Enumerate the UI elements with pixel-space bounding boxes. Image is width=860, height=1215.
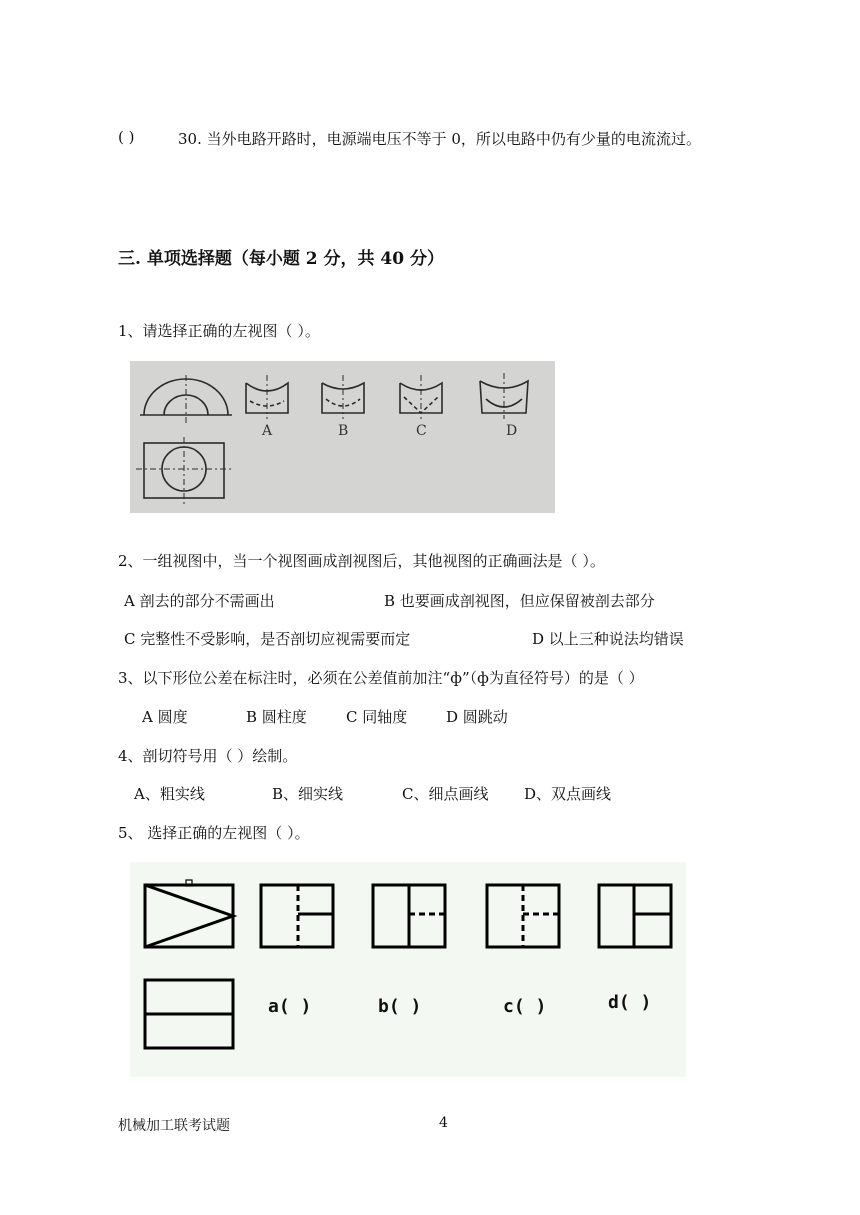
- q2-options-row2: [0, 628, 860, 648]
- q4-option-b: B、细实线: [272, 785, 344, 803]
- q3-option-a: A 圆度: [142, 708, 188, 726]
- q1-text: 1、请选择正确的左视图（ ）。: [118, 322, 320, 340]
- q3-option-b: B 圆柱度: [246, 708, 307, 726]
- q3-options: [0, 706, 860, 726]
- q5-label-c: c( ): [503, 996, 547, 1017]
- q5-label-d: d( ): [608, 992, 652, 1013]
- q4-option-a: A、粗实线: [134, 785, 205, 803]
- q4-options: [0, 783, 860, 803]
- footer-title: 机械加工联考试题: [118, 1118, 230, 1134]
- q1-label-a: A: [262, 423, 273, 439]
- q5-label-b: b( ): [378, 996, 422, 1017]
- q1-label-c: C: [416, 423, 427, 439]
- q3-option-d: D 圆跳动: [446, 708, 508, 726]
- q1-label-b: B: [338, 423, 349, 439]
- q3-option-c: C 同轴度: [346, 708, 408, 726]
- q2-text: 2、一组视图中，当一个视图画成剖视图后，其他视图的正确画法是（ ）。: [118, 552, 605, 570]
- q5-label-a: a( ): [268, 996, 312, 1017]
- section-title: 三. 单项选择题（每小题 2 分，共 40 分）: [118, 249, 444, 269]
- q5-figure: [130, 862, 686, 1077]
- q2-option-b: B 也要画成剖视图，但应保留被剖去部分: [384, 592, 655, 610]
- q2-options-row1: [0, 590, 860, 610]
- q2-option-a: A 剖去的部分不需画出: [124, 592, 275, 610]
- q5-text: 5、 选择正确的左视图（ ）。: [118, 824, 310, 842]
- q3-text: 3、以下形位公差在标注时，必须在公差值前加注“ф”（ф为直径符号）的是（ ）: [118, 669, 644, 687]
- q4-text: 4、剖切符号用（ ）绘制。: [118, 747, 298, 765]
- q1-label-d: D: [506, 423, 518, 439]
- q1-figure: [130, 361, 555, 513]
- q4-option-c: C、细点画线: [402, 785, 489, 803]
- q4-option-d: D、双点画线: [524, 785, 612, 803]
- q2-option-d: D 以上三种说法均错误: [532, 630, 684, 648]
- q30-text: 30. 当外电路开路时，电源端电压不等于 0，所以电路中仍有少量的电流流过。: [178, 130, 701, 148]
- page-number: 4: [439, 1115, 448, 1131]
- q2-option-c: C 完整性不受影响，是否剖切应视需要而定: [124, 630, 411, 648]
- q30-paren: ( ): [118, 128, 135, 146]
